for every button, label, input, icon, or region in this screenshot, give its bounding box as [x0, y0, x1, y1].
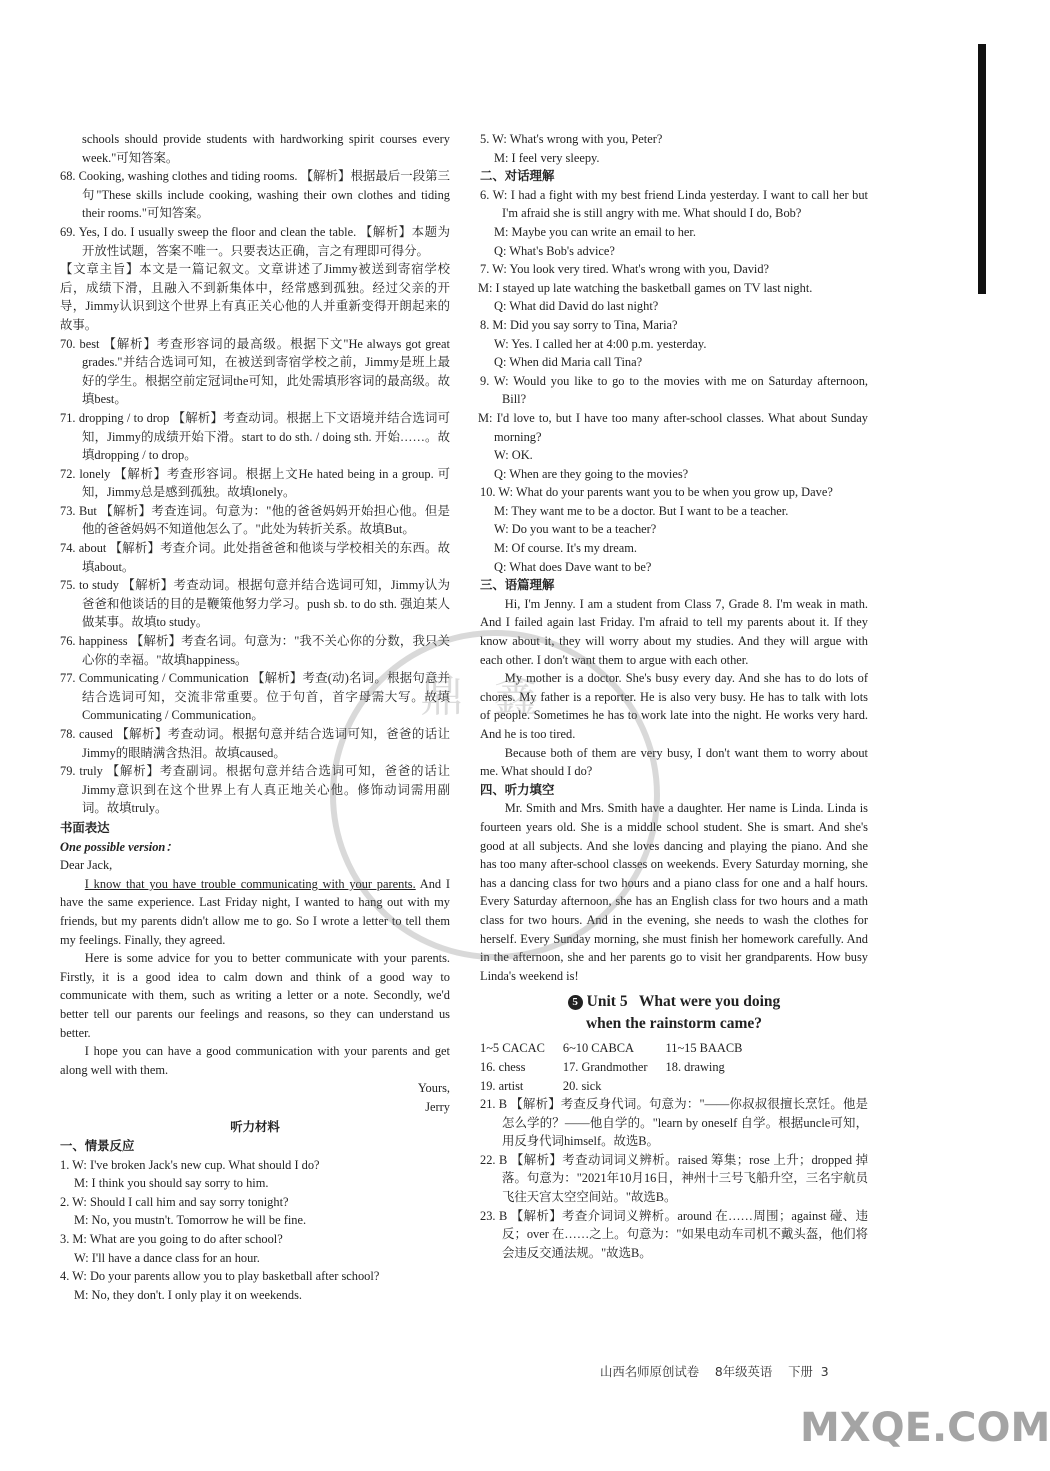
answer-explanation: 73. But 【解析】考查连词。句意为："他的爸爸妈妈开始担心他。但是他的爸爸妈妈不知道他怎么了。"此处为转折关系。故填But。	[60, 503, 450, 537]
answer-explanation: 71. dropping / to drop 【解析】考查动词。根据上下文语境并结合选词可知，Jimmy的成绩开始下滑。start to do sth. / doing sth. 开始……。故填dropping / to drop。	[60, 410, 450, 463]
unit-number-badge: 5	[568, 995, 583, 1010]
answer-cell: 16. chess	[480, 1059, 526, 1074]
answer-explanation: 77. Communicating / Communication 【解析】考查(动)名词。根据句意并结合选词可知，交流非常重要。位于句首，首字母需大写。故填Communicating / Communication。	[60, 671, 450, 723]
letter-closing: Yours,	[417, 1081, 450, 1096]
page-footer: 山西名师原创试卷 8年级英语 下册 3	[600, 1364, 829, 1379]
answer-explanation: 72. lonely 【解析】考查形容词。根据上文He hated being in a group. 可知，Jimmy总是感到孤独。故填lonely。	[60, 466, 450, 500]
listening-line: Hi, I'm Jenny. I am a student from Class 7, Grade 8. I'm weak in math. And I failed again last Friday. I'm afraid to tell my parents about it. If they know about it, they will worry about my studies. And they will argue with each other. I don't want them to argue with each other.	[480, 596, 868, 667]
answer-cell: 18. drawing	[665, 1059, 725, 1074]
page-edge-bar	[978, 44, 986, 294]
answer-row	[480, 1039, 760, 1058]
letter-greeting: Dear Jack,	[60, 858, 113, 873]
listening-line: 2. W: Should I call him and say sorry tonight?	[60, 1194, 289, 1209]
listening-line: W: Yes. I called her at 4:00 p.m. yesterday.	[494, 336, 707, 351]
unit-5-explanations	[480, 1095, 868, 1262]
answer-row	[480, 1077, 760, 1096]
answer-explanation: 69. Yes, I do. I usually sweep the floor and clean the table. 【解析】本题为开放性试题，答案不唯一。只要表达正确，言之有理即可得分。	[60, 224, 450, 258]
listening-line: 4. W: Do your parents allow you to play basketball after school?	[60, 1269, 380, 1284]
unit-title-line-1: Unit 5 What were you doing	[586, 993, 781, 1011]
watermark-logo: MXQE.COM	[800, 1405, 1050, 1451]
watermark-seal-text: 鼎 鑫	[420, 671, 546, 722]
letter-paragraph-1	[60, 875, 450, 949]
listening-line: 6. W: I had a fight with my best friend Linda yesterday. I want to call her but I'm afraid she is still angry with me. What should I do, Bob?	[480, 187, 868, 221]
listening-line: Q: What's Bob's advice?	[494, 243, 615, 258]
letter-paragraph-3: I hope you can have a good communication with your parents and get along well with them.	[60, 1044, 450, 1077]
unit-title-line-2: when the rainstorm came?	[585, 1015, 763, 1033]
listening-line: M: Maybe you can write an email to her.	[494, 224, 696, 239]
letter-topic-sentence: I know that you have trouble communicating with your parents.	[84, 876, 416, 891]
answer-explanation: 74. about 【解析】考查介词。此处指爸爸和他谈与学校相关的东西。故填about。	[60, 541, 450, 574]
listening-section-1: 一、情景反应	[60, 1139, 135, 1154]
answer-explanation: 79. truly 【解析】考查副词。根据句意并结合选词可知，爸爸的话让Jimmy意识到在这个世界上有人真正地关心他。修饰动词需用副词。故填truly。	[60, 764, 450, 816]
answer-explanation: 68. Cooking, washing clothes and tiding rooms. 【解析】根据最后一段第三句"These skills include cooking, washing their own clothes and tiding their rooms."可知答案。	[60, 169, 450, 221]
listening-line: 1. W: I've broken Jack's new cup. What should I do?	[60, 1157, 320, 1172]
answer-cell: 19. artist	[480, 1078, 524, 1093]
letter-paragraph-1-rest: And I have the same experience. Last Friday night, I wanted to hang out with my friends, but my parents didn't allow me to go. So I wrote a letter to tell them my feelings. Finally, they agreed.	[60, 876, 450, 947]
listening-line: Mr. Smith and Mrs. Smith have a daughter. Her name is Linda. Linda is fourteen years old. She is a middle school student. She is smart. And she's good at all subjects. And she loves dancing and playing the piano. And she has too many after-school classes on weekends. Every Saturday morning, she has a dancing class for two hours and a piano class for one and a half hours. Every Saturday afternoon, she has an English class for two hours and a math class for two hours. And in the evening, she needs to wash the clothes for herself. Every Sunday morning, she must finish her homework carefully. And in the afternoon, she and her parents go to visit her grandparents. How busy Linda's weekend is!	[480, 801, 868, 983]
answer-cell: 11~15 BAACB	[665, 1041, 743, 1056]
answer-explanation: 75. to study 【解析】考查动词。根据句意并结合选词可知，Jimmy认为爸爸和他谈话的目的是鞭策他努力学习。push sb. to do sth. 强迫某人做某事。故填to study。	[60, 578, 450, 630]
writing-version-label: One possible version：	[60, 839, 178, 854]
listening-line: 10. W: What do your parents want you to be when you grow up, Dave?	[480, 485, 833, 500]
answer-cell: 1~5 CACAC	[480, 1041, 545, 1056]
answer-explanations	[60, 130, 450, 818]
listening-line: Q: When are they going to the movies?	[494, 466, 689, 481]
left-column	[60, 130, 450, 1304]
listening-line: Q: When did Maria call Tina?	[494, 355, 643, 370]
answer-row	[480, 1058, 760, 1077]
listening-line: M: They want me to be a doctor. But I want to be a teacher.	[494, 503, 789, 518]
answer-explanation: 76. happiness 【解析】考查名词。句意为："我不关心你的分数，我只关心你的幸福。"故填happiness。	[60, 634, 450, 667]
answer-cell	[666, 1077, 761, 1096]
listening-line: W: Do you want to be a teacher?	[494, 522, 657, 537]
answer-explanation: 23. B 【解析】考查介词词义辨析。around 在……周围；against 碰、违反；over 在……之上。句意为："如果电动车司机不戴头盔，他们将会违反交通法规。"故选B。	[480, 1208, 868, 1260]
answer-cell: 6~10 CABCA	[562, 1041, 634, 1056]
answer-explanation: 70. best 【解析】考查形容词的最高级。根据下文"He always got great grades."并结合选词可知，在被送到寄宿学校之前，Jimmy是班上最好的学生。根据空前定冠词the可知，此处需填形容词的最高级。故填best。	[60, 336, 450, 407]
unit-heading	[480, 991, 868, 1035]
listening-line: Q: What did David do last night?	[494, 299, 659, 314]
listening-title: 听力材料	[230, 1120, 280, 1135]
listening-line: M: I feel very sleepy.	[494, 150, 600, 165]
listening-line: 9. W: Would you like to go to the movies with me on Saturday afternoon, Bill?	[480, 373, 868, 407]
answer-explanation: 22. B 【解析】考查动词词义辨析。raised 筹集；rose 上升；dropped 掉落。句意为："2021年10月16日，神州十三号飞船升空，三名宇航员飞往天宫太空空间站。"故选B。	[480, 1152, 868, 1205]
letter-signature: Jerry	[425, 1099, 450, 1114]
answer-explanation: schools should provide students with hardworking spirit courses every week."可知答案。	[82, 132, 450, 165]
listening-line: M: I think you should say sorry to him.	[74, 1176, 269, 1191]
listening-line: W: I'll have a dance class for an hour.	[74, 1250, 260, 1265]
right-column	[480, 130, 868, 1262]
writing-heading: 书面表达	[60, 820, 110, 835]
listening-line: 3. M: What are you going to do after school?	[60, 1232, 283, 1247]
listening-section-1-items	[60, 1156, 450, 1305]
listening-line: 三、语篇理解	[480, 578, 555, 593]
listening-line: My mother is a doctor. She's busy every day. And she has to do lots of chores. My father is a reporter. He is also very busy. He has to talk with lots of people. Sometimes he has to work late into the night. He works very hard. And he is too tired.	[480, 671, 868, 741]
listening-line: 7. W: You look very tired. What's wrong with you, David?	[480, 262, 770, 277]
listening-line: Q: What does Dave want to be?	[494, 559, 652, 574]
listening-line: M: I stayed up late watching the basketball games on TV last night.	[478, 280, 813, 295]
listening-line: Because both of them are very busy, I don't want them to worry about me. What should I do?	[480, 745, 868, 779]
listening-line: M: Of course. It's my dream.	[494, 541, 637, 556]
listening-line: 二、对话理解	[480, 169, 555, 184]
letter-paragraph-2: Here is some advice for you to better communicate with your parents. Firstly, it is a good idea to calm down and think of a good way to communicate with them, such as writing a letter or a note. Secondly, we'd better tell our parents our feelings and reasons, so they can understand us better.	[60, 951, 450, 1040]
listening-line: 四、听力填空	[480, 782, 555, 797]
answer-cell: 20. sick	[562, 1078, 602, 1093]
answer-explanation: 21. B 【解析】考查反身代词。句意为："——你叔叔很擅长烹饪。他是怎么学的？——他自学的。"learn by oneself 自学。根据uncle可知，用反身代词himself。故选B。	[480, 1097, 868, 1149]
listening-line: 8. M: Did you say sorry to Tina, Maria?	[480, 317, 678, 332]
listening-line: M: I'd love to, but I have too many after-school classes. What about Sunday morning?	[478, 410, 868, 444]
answer-explanation: 【文章主旨】本文是一篇记叙文。文章讲述了Jimmy被送到寄宿学校后，成绩下滑，且融入不到新集体中，经常感到孤独。经过父亲的开导，Jimmy认识到这个世界上有真正关心他的人并重新变得开朗起来的故事。	[60, 262, 450, 332]
answer-cell: 17. Grandmother	[562, 1059, 648, 1074]
answer-explanation: 78. caused 【解析】考查动词。根据句意并结合选词可知，爸爸的话让Jimmy的眼睛满含热泪。故填caused。	[60, 727, 450, 760]
listening-line: W: OK.	[494, 448, 533, 463]
listening-line: 5. W: What's wrong with you, Peter?	[480, 132, 663, 146]
answer-key-table	[480, 1039, 760, 1095]
listening-line: M: No, you mustn't. Tomorrow he will be fine.	[74, 1213, 307, 1228]
listening-line: M: No, they don't. I only play it on weekends.	[74, 1287, 302, 1302]
listening-material-continued	[480, 130, 868, 985]
